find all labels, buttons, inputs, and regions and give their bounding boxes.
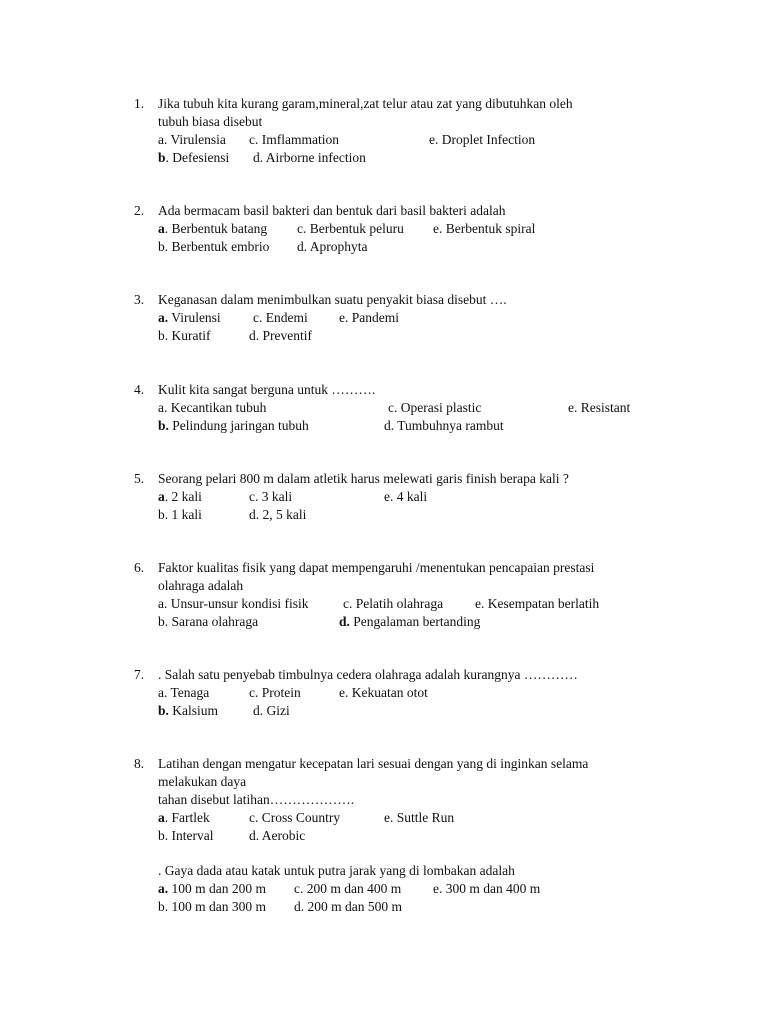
option-a xyxy=(158,309,221,327)
question-number: 1. xyxy=(134,96,145,111)
answer-letter: a. xyxy=(158,881,169,896)
question-number: 7. xyxy=(134,667,145,682)
option-d: d. Aprophyta xyxy=(297,239,368,254)
question-text: . Gaya dada atau katak untuk putra jarak yang di lombakan adalah xyxy=(158,863,515,878)
question-text: . Salah satu penyebab timbulnya cedera olahraga adalah kurangnya ………… xyxy=(158,667,578,682)
option-a: a. Tenaga xyxy=(158,685,210,700)
option-d: d. Airborne infection xyxy=(253,150,366,165)
option-b: b. Sarana olahraga xyxy=(158,614,259,629)
option-e: e. Berbentuk spiral xyxy=(433,221,536,236)
option-d: d. 2, 5 kali xyxy=(249,507,307,522)
question-number: 2. xyxy=(134,203,145,218)
option-text: Kalsium xyxy=(168,703,219,718)
question-text: Keganasan dalam menimbulkan suatu penyakit biasa disebut …. xyxy=(158,292,507,307)
option-text: . Defesiensi xyxy=(165,150,230,165)
option-text: . Berbentuk batang xyxy=(164,221,268,236)
answer-letter: b. xyxy=(158,418,169,433)
option-a xyxy=(158,809,210,827)
option-e: e. 300 m dan 400 m xyxy=(433,881,541,896)
option-b: b. 100 m dan 300 m xyxy=(158,899,266,914)
option-e: e. 4 kali xyxy=(384,489,428,504)
question-number: 4. xyxy=(134,382,145,397)
answer-letter: a xyxy=(158,221,165,236)
option-c: c. 3 kali xyxy=(249,489,293,504)
option-a xyxy=(158,488,202,506)
answer-letter: a xyxy=(158,489,165,504)
option-e: e. Suttle Run xyxy=(384,810,455,825)
question-text: Seorang pelari 800 m dalam atletik harus melewati garis finish berapa kali ? xyxy=(158,471,569,486)
option-c: c. 200 m dan 400 m xyxy=(294,881,402,896)
option-text: Virulensi xyxy=(168,310,221,325)
question-text-cont: olahraga adalah xyxy=(158,578,244,593)
question-text-cont: tubuh biasa disebut xyxy=(158,114,263,129)
option-b xyxy=(158,417,309,435)
option-b: b. 1 kali xyxy=(158,507,202,522)
question-number: 3. xyxy=(134,292,145,307)
question-number: 8. xyxy=(134,756,145,771)
question-text: Faktor kualitas fisik yang dapat mempengaruhi /menentukan pencapaian prestasi xyxy=(158,560,595,575)
option-d: d. Aerobic xyxy=(249,828,306,843)
option-text: 100 m dan 200 m xyxy=(168,881,266,896)
option-text: Pelindung jaringan tubuh xyxy=(168,418,309,433)
option-a xyxy=(158,880,266,898)
question-text-cont: melakukan daya xyxy=(158,774,247,789)
option-c: c. Cross Country xyxy=(249,810,341,825)
answer-letter: a. xyxy=(158,310,169,325)
option-d: d. Gizi xyxy=(253,703,290,718)
option-c: c. Protein xyxy=(249,685,301,700)
option-b: b. Berbentuk embrio xyxy=(158,239,270,254)
option-a xyxy=(158,220,267,238)
option-d: d. Preventif xyxy=(249,328,312,343)
question-text: Latihan dengan mengatur kecepatan lari sesuai dengan yang di inginkan selama xyxy=(158,756,589,771)
option-e: e. Pandemi xyxy=(339,310,399,325)
question-text: Ada bermacam basil bakteri dan bentuk dari basil bakteri adalah xyxy=(158,203,506,218)
option-e: e. Droplet Infection xyxy=(429,132,536,147)
option-c: c. Operasi plastic xyxy=(388,400,482,415)
question-number: 6. xyxy=(134,560,145,575)
option-c: c. Berbentuk peluru xyxy=(297,221,404,236)
option-c: c. Pelatih olahraga xyxy=(343,596,444,611)
option-a: a. Unsur-unsur kondisi fisik xyxy=(158,596,309,611)
answer-letter: b xyxy=(158,150,166,165)
option-d: d. 200 m dan 500 m xyxy=(294,899,402,914)
question-text-cont: tahan disebut latihan………………. xyxy=(158,792,355,807)
answer-letter: a xyxy=(158,810,165,825)
option-e: e. Kesempatan berlatih xyxy=(475,596,600,611)
option-a: a. Kecantikan tubuh xyxy=(158,400,267,415)
question-number: 5. xyxy=(134,471,145,486)
answer-letter: d. xyxy=(339,614,350,629)
question-text: Kulit kita sangat berguna untuk ………. xyxy=(158,382,376,397)
option-b xyxy=(158,149,229,167)
option-c: c. Endemi xyxy=(253,310,308,325)
option-a: a. Virulensia xyxy=(158,132,226,147)
option-e: e. Kekuatan otot xyxy=(339,685,428,700)
option-b: b. Kuratif xyxy=(158,328,211,343)
answer-letter: b. xyxy=(158,703,169,718)
question-text: Jika tubuh kita kurang garam,mineral,zat telur atau zat yang dibutuhkan oleh xyxy=(158,96,573,111)
option-d: d. Tumbuhnya rambut xyxy=(384,418,504,433)
option-c: c. Imflammation xyxy=(249,132,339,147)
option-text: Pengalaman bertanding xyxy=(349,614,481,629)
option-e: e. Resistant xyxy=(568,400,631,415)
option-text: . Fartlek xyxy=(164,810,210,825)
option-b xyxy=(158,702,218,720)
option-d xyxy=(339,613,480,631)
option-b: b. Interval xyxy=(158,828,214,843)
option-text: . 2 kali xyxy=(164,489,202,504)
